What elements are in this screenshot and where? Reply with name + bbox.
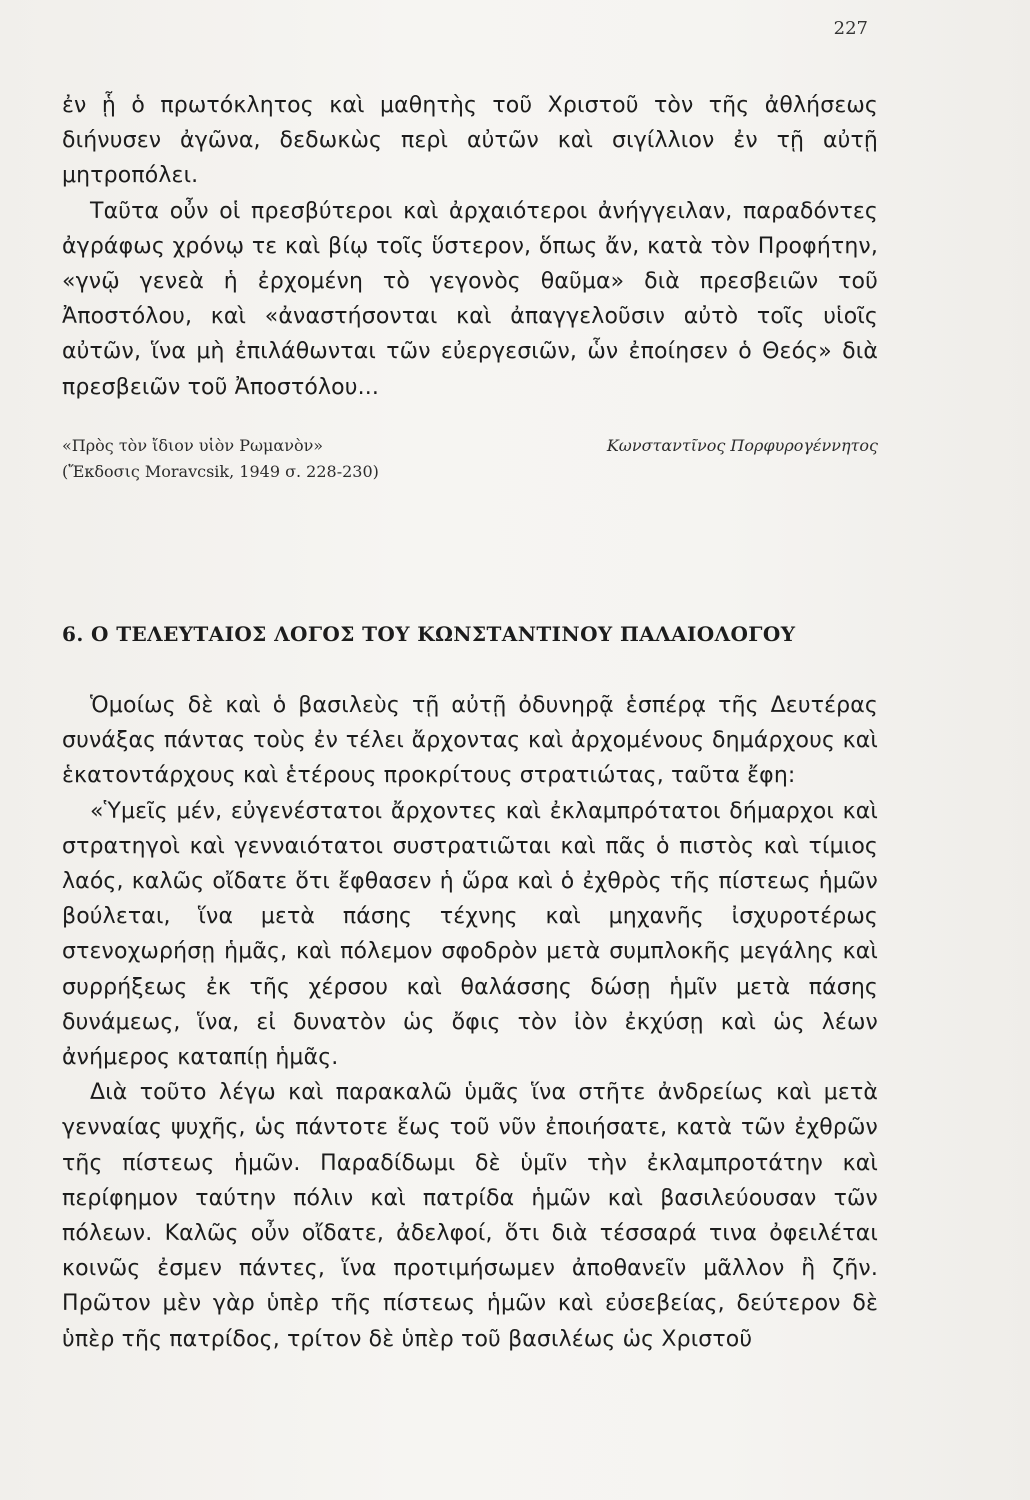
paragraph: ἐν ᾗ ὁ πρωτόκλητος καὶ μαθητὴς τοῦ Χριστοῦ τὸν τῆς ἀθλήσεως διήνυσεν ἀγῶνα, δεδωκὼς περὶ αὐτῶν καὶ σιγίλλιον ἐν τῇ αὐτῇ μητροπόλει. xyxy=(62,93,878,189)
page-number: 227 xyxy=(833,18,868,39)
citation-edition: (Ἔκδοσις Moravcsik, 1949 σ. 228-230) xyxy=(62,462,379,481)
paragraph: Ὁμοίως δὲ καὶ ὁ βασιλεὺς τῇ αὐτῇ ὀδυνηρᾷ ἑσπέρᾳ τῆς Δευτέρας συνάξας πάντας τοὺς ἐν τέλει ἄρχοντας καὶ ἀρχομένους δημάρχους καὶ ἑκατοντάρχους καὶ ἑτέρους προκρίτους στρατιώτας, ταῦτα ἔφη: xyxy=(62,693,878,789)
citation-row xyxy=(62,433,878,459)
paragraph: Ταῦτα οὖν οἱ πρεσβύτεροι καὶ ἀρχαιότεροι ἀνήγγειλαν, παραδόντες ἀγράφως χρόνῳ τε καὶ βίῳ τοῖς ὕστερον, ὅπως ἄν, κατὰ τὸν Προφήτην, «γνῷ γενεὰ ἡ ἐρχομένη τὸ γεγονὸς θαῦμα» διὰ πρεσβειῶν τοῦ Ἀποστόλου, καὶ «ἀναστήσονται καὶ ἀπαγγελοῦσιν αὐτὸ τοῖς υἱοῖς αὐτῶν, ἵνα μὴ ἐπιλάθωνται τῶν εὐεργεσιῶν, ὧν ἐποίησεν ὁ Θεός» διὰ πρεσβειῶν τοῦ Ἀποστόλου... xyxy=(62,198,878,400)
text-block-top xyxy=(62,88,878,405)
text-block-bottom xyxy=(62,688,878,1357)
citation xyxy=(62,433,878,485)
section-heading: 6. Ο ΤΕΛΕΥΤΑΙΟΣ ΛΟΓΟΣ ΤΟΥ ΚΩΝΣΤΑΝΤΙΝΟΥ ΠΑΛΑΙΟΛΟΓΟΥ xyxy=(62,622,796,646)
paragraph: «Ὑμεῖς μέν, εὐγενέστατοι ἄρχοντες καὶ ἐκλαμπρότατοι δήμαρχοι καὶ στρατηγοὶ καὶ γενναιότατοι συστρατιῶται καὶ πᾶς ὁ πιστὸς καὶ τίμιος λαός, καλῶς οἴδατε ὅτι ἔφθασεν ἡ ὥρα καὶ ὁ ἐχθρὸς τῆς πίστεως ἡμῶν βούλεται, ἵνα μετὰ πάσης τέχνης καὶ μηχανῆς ἰσχυροτέρως στενοχωρήσῃ ἡμᾶς, καὶ πόλεμον σφοδρὸν μετὰ συμπλοκῆς μεγάλης καὶ συρρήξεως ἐκ τῆς χέρσου καὶ θαλάσσης δώσῃ ἡμῖν μετὰ πάσης δυνάμεως, ἵνα, εἰ δυνατὸν ὡς ὄφις τὸν ἰὸν ἐκχύσῃ καὶ ὡς λέων ἀνήμερος καταπίῃ ἡμᾶς. xyxy=(62,798,878,1071)
citation-work: «Πρὸς τὸν ἴδιον υἱὸν Ρωμανὸν» xyxy=(62,436,324,455)
paragraph: Διὰ τοῦτο λέγω καὶ παρακαλῶ ὑμᾶς ἵνα στῆτε ἀνδρείως καὶ μετὰ γενναίας ψυχῆς, ὡς πάντοτε ἕως τοῦ νῦν ἐποιήσατε, κατὰ τῶν ἐχθρῶν τῆς πίστεως ἡμῶν. Παραδίδωμι δὲ ὑμῖν τὴν ἐκλαμπροτάτην καὶ περίφημον ταύτην πόλιν καὶ πατρίδα ἡμῶν καὶ βασιλεύουσαν τῶν πόλεων. Καλῶς οὖν οἴδατε, ἀδελφοί, ὅτι διὰ τέσσαρά τινα ὀφειλέται κοινῶς ἐσμεν πάντες, ἵνα προτιμήσωμεν ἀποθανεῖν μᾶλλον ἢ ζῆν. Πρῶτον μὲν γὰρ ὑπὲρ τῆς πίστεως ἡμῶν καὶ εὐσεβείας, δεύτερον δὲ ὑπὲρ τῆς πατρίδος, τρίτον δὲ ὑπὲρ τοῦ βασιλέως ὡς Χριστοῦ xyxy=(62,1080,878,1352)
citation-author: Κωνσταντῖνος Πορφυρογέννητος xyxy=(606,436,878,455)
